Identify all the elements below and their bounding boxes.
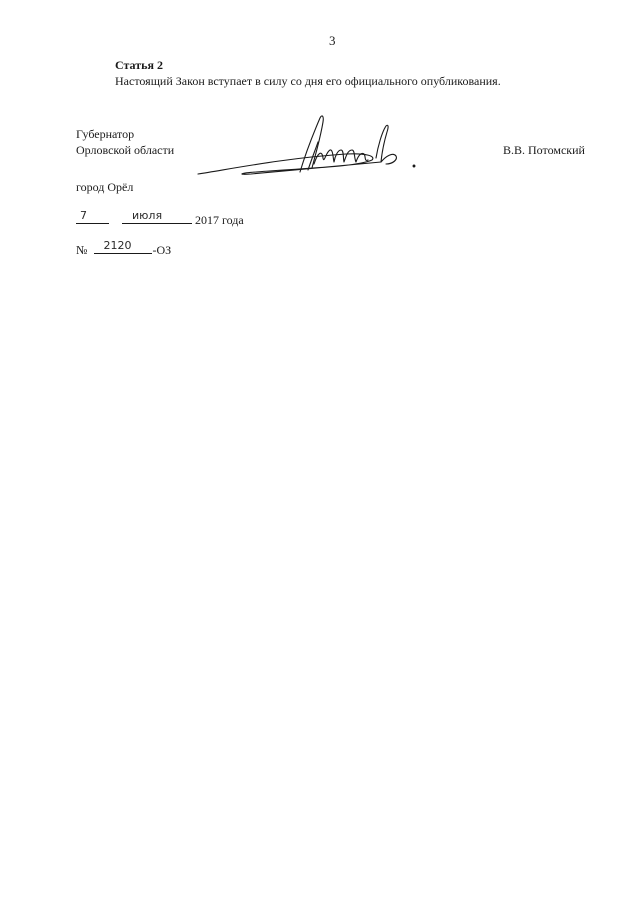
number-sign: № <box>76 243 88 257</box>
page-number: 3 <box>329 33 336 48</box>
date-day-field <box>76 210 109 224</box>
law-number-suffix: -ОЗ <box>152 243 172 257</box>
date-month-field <box>122 210 192 224</box>
date-month: июля <box>132 209 163 222</box>
article-heading: Статья 2 <box>115 58 163 72</box>
article-text: Настоящий Закон вступает в силу со дня его официального опубликования. <box>115 74 501 88</box>
governor-title-line1: Губернатор <box>76 127 135 141</box>
date-year: 2017 года <box>195 213 244 227</box>
law-number-line <box>76 240 171 258</box>
city-name: город Орёл <box>76 180 134 194</box>
law-number-field <box>94 240 152 254</box>
governor-name: В.В. Потомский <box>503 143 585 157</box>
date-day: 7 <box>80 209 87 222</box>
handwritten-signature <box>196 112 426 190</box>
governor-title-line2: Орловской области <box>76 143 175 157</box>
signing-date <box>76 210 244 228</box>
law-number: 2120 <box>103 239 132 252</box>
